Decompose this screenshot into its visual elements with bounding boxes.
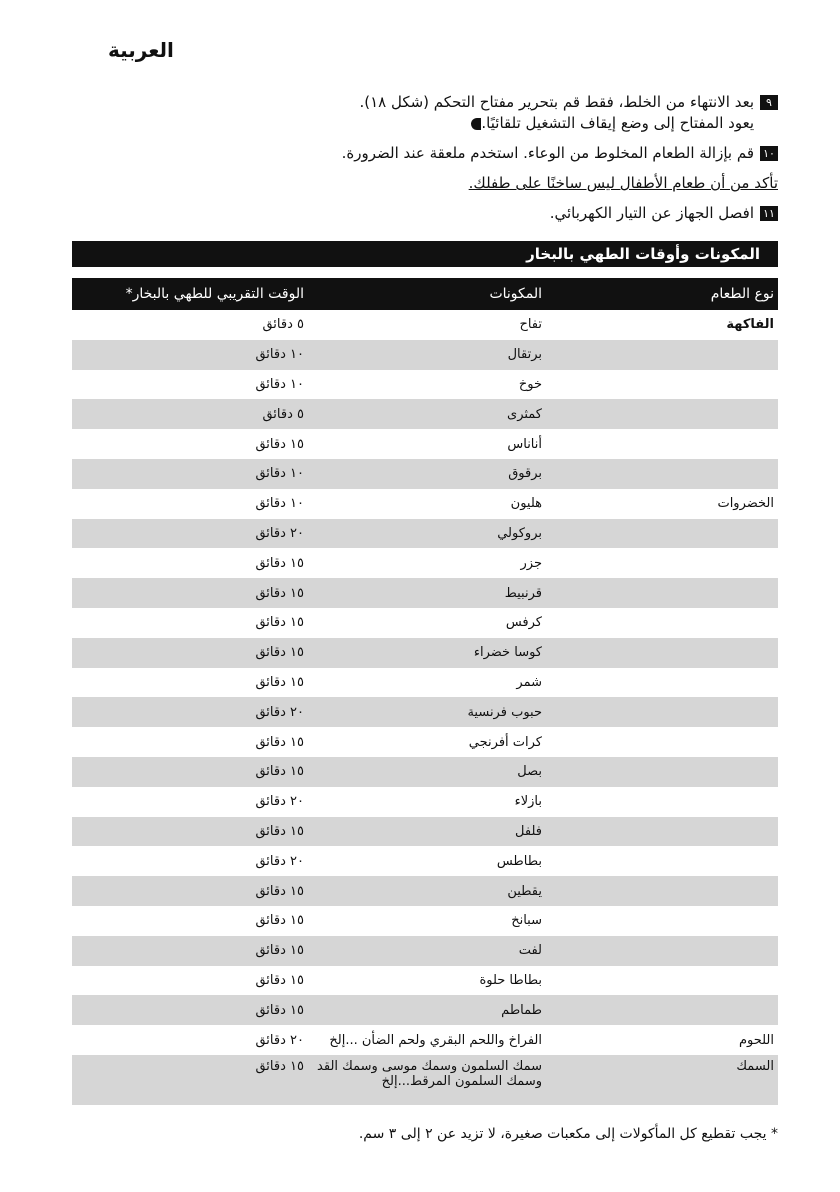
steam-time-cell: ٥ دقائق [262,317,304,333]
steam-time-cell: ١٥ دقائق [255,734,304,750]
steam-time-cell: ١٠ دقائق [255,376,304,392]
table-row [72,697,778,727]
table-row [72,459,778,489]
step-10 [318,143,778,164]
step-text: افصل الجهاز عن التيار الكهربائي. [549,204,754,222]
food-type-cell [546,340,778,370]
ingredient-cell: بروكولي [308,519,546,549]
step-text: قم بإزالة الطعام المخلوط من الوعاء. استخدم ملعقة عند الضرورة. [341,144,754,162]
ingredient-cell: طماطم [308,995,546,1025]
steam-time-cell: ١٥ دقائق [72,936,308,966]
steam-time-cell: ١٥ دقائق [72,757,308,787]
food-type-cell [546,578,778,608]
steaming-table [72,278,778,1105]
steam-time-cell: ١٠ دقائق [255,496,304,512]
food-type-cell [546,936,778,966]
steam-time-cell: ١٥ دقائق [72,817,308,847]
table-row [72,787,778,817]
food-type-cell [546,429,778,459]
steam-time-cell: ١٠ دقائق [72,340,308,370]
table-row [72,578,778,608]
food-type-cell [546,995,778,1025]
steam-time-cell: ٢٠ دقائق [72,519,308,549]
table-row [72,489,778,519]
footnote: * يجب تقطيع كل المأكولات إلى مكعبات صغيرة، لا تزيد عن ٢ إلى ٣ سم. [358,1126,778,1142]
ingredient-cell: كمثرى [308,399,546,429]
ingredient-cell: الفراخ واللحم البقري ولحم الضأن ...إلخ [329,1032,542,1048]
food-type-cell [546,727,778,757]
ingredient-cell: أناناس [507,436,542,452]
header-food-type: نوع الطعام [546,278,778,310]
food-type-cell [546,548,778,578]
ingredient-cell: كرات أفرنجي [468,734,542,750]
table-row [72,876,778,906]
table-row [72,727,778,757]
table-row [72,757,778,787]
table-row [72,340,778,370]
food-type-cell: اللحوم [738,1032,774,1048]
food-type-cell [546,966,778,996]
ingredient-cell: خوخ [518,376,542,392]
steam-time-cell: ١٥ دقائق [72,876,308,906]
step-subtext: يعود المفتاح إلى وضع إيقاف التشغيل تلقائيًا. [481,114,754,132]
food-type-cell [546,459,778,489]
food-type-cell [546,638,778,668]
steam-time-cell: ١٥ دقائق [255,674,304,690]
ingredient-cell: لفت [308,936,546,966]
table-row [72,1055,778,1105]
table-row [72,936,778,966]
section-title: المكونات وأوقات الطهي بالبخار [72,241,778,267]
food-type-cell [546,370,778,400]
food-type-cell: الفاكهة [726,317,774,333]
table-row [72,906,778,936]
steam-time-cell: ١٥ دقائق [72,578,308,608]
table-row [72,608,778,638]
food-type-cell [546,757,778,787]
ingredient-cell: برقوق [308,459,546,489]
ingredient-cell: بطاطس [496,853,542,869]
ingredient-cell: جزر [520,555,542,571]
food-type-cell [546,906,778,936]
steam-time-cell: ١٠ دقائق [72,459,308,489]
ingredient-cell: قرنبيط [308,578,546,608]
food-type-cell [546,399,778,429]
table-row [72,995,778,1025]
header-steam-time: الوقت التقريبي للطهي بالبخار* [72,278,308,310]
food-type-cell [546,668,778,698]
ingredient-cell: هليون [510,496,542,512]
ingredient-cell: تفاح [519,317,542,333]
table-row [72,846,778,876]
food-type-cell [546,876,778,906]
ingredient-cell: سبانخ [511,913,542,929]
steam-time-cell: ١٥ دقائق [72,638,308,668]
language-heading: العربية [108,38,174,62]
steam-time-cell: ١٥ دقائق [255,972,304,988]
step-number: ١٠ [760,146,778,161]
ingredient-cell: كرفس [505,615,542,631]
ingredient-cell: كوسا خضراء [308,638,546,668]
steam-time-cell: ٢٠ دقائق [255,1032,304,1048]
table-row [72,370,778,400]
food-type-cell: السمك [546,1055,778,1105]
step-11 [318,203,778,224]
ingredient-cell: شمر [516,674,542,690]
steam-time-cell: ١٥ دقائق [72,995,308,1025]
ingredient-cell: برتقال [308,340,546,370]
ingredient-cell: سمك السلمون وسمك موسى وسمك القد وسمك السلمون المرقط...إلخ [308,1055,546,1105]
instruction-steps [318,92,778,233]
table-row [72,429,778,459]
steam-time-cell: ٢٠ دقائق [72,697,308,727]
food-type-cell [546,787,778,817]
table-row [72,638,778,668]
food-type-cell [546,697,778,727]
food-type-cell [546,846,778,876]
ingredient-cell: حبوب فرنسية [308,697,546,727]
table-row [72,1025,778,1055]
steam-time-cell: ١٥ دقائق [255,555,304,571]
step-number: ٩ [760,95,778,110]
table-row [72,668,778,698]
step-text: بعد الانتهاء من الخلط، فقط قم بتحرير مفتاح التحكم (شكل ١٨). [359,93,754,111]
ingredient-cell: بصل [308,757,546,787]
table-row [72,399,778,429]
table-row [72,817,778,847]
steam-time-cell: ١٥ دقائق [255,615,304,631]
food-type-cell [546,519,778,549]
food-type-cell: الخضروات [717,496,774,512]
steam-time-cell: ١٥ دقائق [255,436,304,452]
steam-time-cell: ٥ دقائق [72,399,308,429]
steam-time-cell: ١٥ دقائق [255,913,304,929]
table-row [72,310,778,340]
warning-note: تأكد من أن طعام الأطفال ليس ساخنًا على طفلك. [468,174,778,192]
food-type-cell [546,608,778,638]
step-number: ١١ [760,206,778,221]
table-row [72,548,778,578]
ingredient-cell: يقطين [308,876,546,906]
food-type-cell [546,817,778,847]
steam-time-cell: ٢٠ دقائق [255,853,304,869]
ingredient-cell: بطاطا حلوة [479,972,542,988]
ingredient-cell: فلفل [308,817,546,847]
steam-time-cell: ١٥ دقائق [72,1055,308,1105]
table-row [72,519,778,549]
result-bullet-icon [471,118,481,130]
header-ingredients: المكونات [308,278,546,310]
ingredient-cell: بازلاء [514,794,542,810]
table-row [72,966,778,996]
step-9 [318,92,778,134]
steam-time-cell: ٢٠ دقائق [255,794,304,810]
